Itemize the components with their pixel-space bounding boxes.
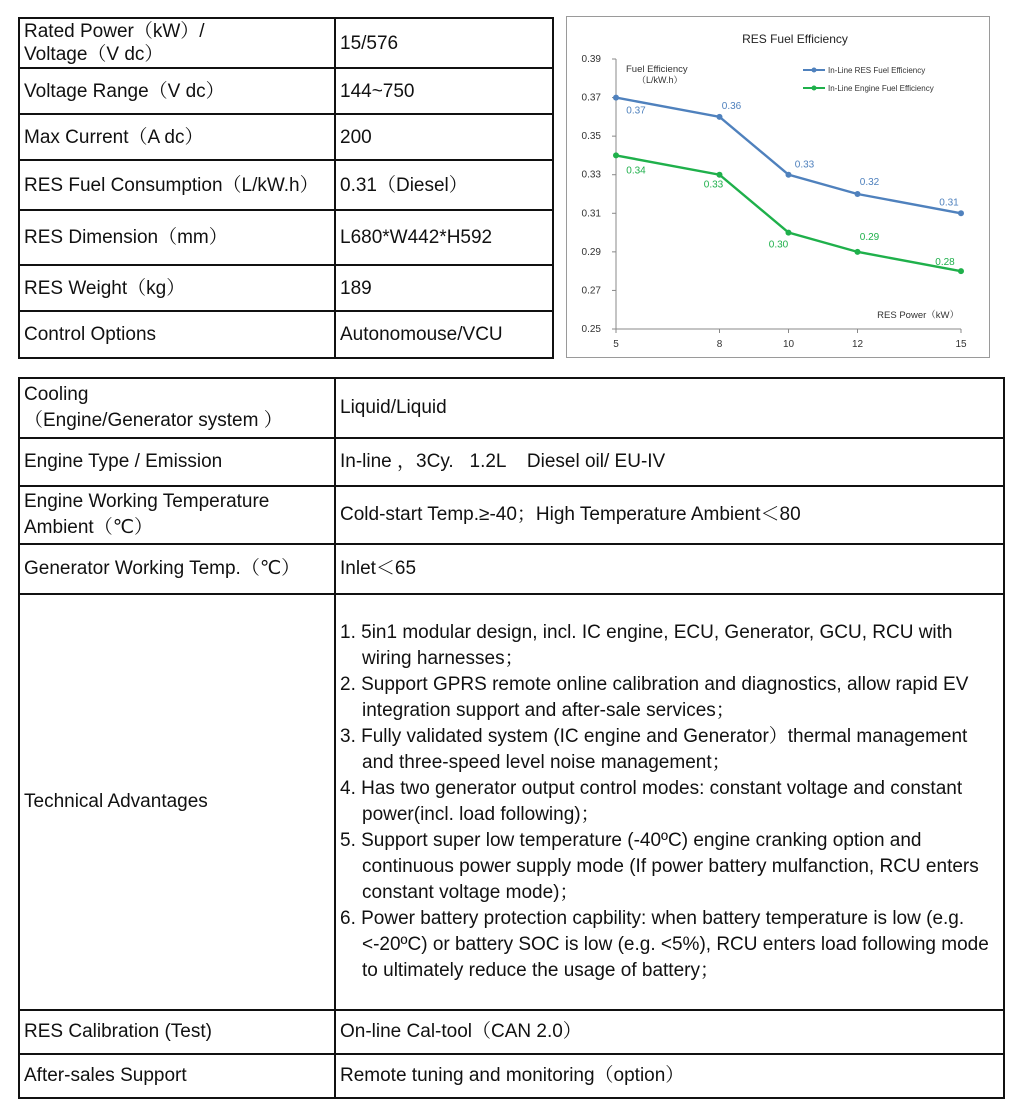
spec-label: Generator Working Temp.（℃） <box>19 544 335 594</box>
table-row <box>19 1054 1004 1098</box>
spec-value: Cold-start Temp.≥-40；High Temperature Ambient＜80 <box>335 486 1004 544</box>
table-row <box>19 210 553 265</box>
y-axis-label: （L/kW.h） <box>637 75 683 85</box>
table-row <box>19 160 553 210</box>
chart-svg <box>567 17 991 359</box>
table-row <box>19 378 1004 438</box>
data-point <box>613 152 619 158</box>
legend-marker <box>812 68 817 73</box>
spec-label: RES Dimension（mm） <box>19 210 335 265</box>
spec-label: RES Weight（kg） <box>19 265 335 311</box>
spec-value: L680*W442*H592 <box>335 210 553 265</box>
legend-label: In-Line RES Fuel Efficiency <box>828 66 926 75</box>
table-row <box>19 594 1004 1010</box>
spec-label-line: Ambient（℃） <box>24 517 154 538</box>
x-tick-label: 15 <box>955 339 967 350</box>
spec-label-line: Rated Power（kW）/ <box>24 21 205 42</box>
data-point <box>855 249 861 255</box>
data-point <box>786 172 792 178</box>
legend-marker <box>812 86 817 91</box>
spec-value: 144~750 <box>335 68 553 114</box>
spec-value: Remote tuning and monitoring（option） <box>335 1054 1004 1098</box>
spec-label: Control Options <box>19 311 335 358</box>
y-tick-label: 0.25 <box>581 324 601 335</box>
table-row <box>19 1010 1004 1054</box>
spec-value: 15/576 <box>335 18 553 68</box>
spec-label: Max Current（A dc） <box>19 114 335 160</box>
data-label: 0.37 <box>626 105 646 117</box>
data-label: 0.29 <box>859 231 880 243</box>
table-row <box>19 18 553 68</box>
spec-value: 200 <box>335 114 553 160</box>
data-point <box>958 210 964 216</box>
data-label: 0.34 <box>626 165 646 177</box>
x-axis-label: RES Power（kW） <box>877 310 959 321</box>
spec-label <box>19 378 335 438</box>
y-tick-label: 0.37 <box>581 92 601 104</box>
data-label: 0.33 <box>794 159 815 171</box>
spec-value: 189 <box>335 265 553 311</box>
data-point <box>717 114 723 120</box>
table-row <box>19 311 553 358</box>
data-point <box>786 230 792 236</box>
data-label: 0.36 <box>721 100 742 112</box>
y-tick-label: 0.33 <box>581 169 601 181</box>
y-tick-label: 0.31 <box>581 208 601 220</box>
spec-value: 0.31（Diesel） <box>335 160 553 210</box>
spec-value: Inlet＜65 <box>335 544 1004 594</box>
data-label: 0.28 <box>935 257 955 269</box>
legend-label: In-Line Engine Fuel Efficiency <box>828 84 934 93</box>
spec-table-top <box>18 17 554 359</box>
spec-table-bottom <box>18 377 1005 1099</box>
spec-label-line: （Engine/Generator system ） <box>24 410 283 431</box>
spec-label: RES Fuel Consumption（L/kW.h） <box>19 160 335 210</box>
advantages-list <box>340 620 999 984</box>
spec-label: Voltage Range（V dc） <box>19 68 335 114</box>
fuel-efficiency-chart <box>566 16 990 358</box>
y-axis-label: Fuel Efficiency <box>626 64 688 75</box>
data-point <box>958 268 964 274</box>
x-tick-label: 12 <box>851 339 864 350</box>
x-tick-label: 10 <box>782 339 795 350</box>
list-item: 3. Fully validated system (IC engine and Generator）thermal management and three-speed level noise management； <box>340 726 968 773</box>
list-item: 1. 5in1 modular design, incl. IC engine, ECU, Generator, GCU, RCU with wiring harnesses； <box>340 622 953 669</box>
y-tick-label: 0.27 <box>581 285 601 297</box>
spec-value: In-line ，3Cy. 1.2L Diesel oil/ EU-IV <box>335 438 1004 486</box>
list-item: 6. Power battery protection capbility: when battery temperature is low (e.g. <-20ºC) or battery SOC is low (e.g. <5%), RCU enters load following mode to ultimately reduce the usage of battery； <box>340 908 989 981</box>
data-label: 0.33 <box>703 179 724 191</box>
data-point <box>717 172 723 178</box>
table-row <box>19 544 1004 594</box>
data-label: 0.32 <box>859 177 880 188</box>
spec-label: Engine Type / Emission <box>19 438 335 486</box>
table-row <box>19 68 553 114</box>
list-item: 2. Support GPRS remote online calibration and diagnostics, allow rapid EV integration support and after-sale services； <box>340 674 969 721</box>
x-tick-label: 5 <box>613 339 619 350</box>
spec-label-line: Cooling <box>24 384 89 405</box>
table-row <box>19 438 1004 486</box>
list-item: 5. Support super low temperature (-40ºC) engine cranking option and continuous power supply mode (If power battery mulfanction, RCU enters constant voltage mode)； <box>340 830 979 903</box>
spec-label-line: Voltage（V dc） <box>24 44 164 65</box>
y-tick-label: 0.35 <box>581 131 601 143</box>
data-point <box>855 191 861 197</box>
spec-label: After-sales Support <box>19 1054 335 1098</box>
x-tick-label: 8 <box>716 339 723 350</box>
series-line <box>616 98 961 214</box>
y-tick-label: 0.29 <box>581 246 601 258</box>
spec-value <box>335 594 1004 1010</box>
y-tick-label: 0.39 <box>581 54 601 65</box>
data-point <box>613 95 619 101</box>
spec-label <box>19 18 335 68</box>
table-row <box>19 486 1004 544</box>
table-row <box>19 265 553 311</box>
spec-value: Liquid/Liquid <box>335 378 1004 438</box>
spec-label <box>19 486 335 544</box>
list-item: 4. Has two generator output control modes: constant voltage and constant power(incl. load following)； <box>340 778 963 825</box>
table-row <box>19 114 553 160</box>
spec-label: RES Calibration (Test) <box>19 1010 335 1054</box>
chart-title: RES Fuel Efficiency <box>742 32 848 46</box>
spec-value: On-line Cal-tool（CAN 2.0） <box>335 1010 1004 1054</box>
spec-label: Technical Advantages <box>19 594 335 1010</box>
data-label: 0.31 <box>939 197 959 209</box>
spec-label-line: Engine Working Temperature <box>24 491 270 512</box>
data-label: 0.30 <box>768 239 789 251</box>
spec-value: Autonomouse/VCU <box>335 311 553 358</box>
